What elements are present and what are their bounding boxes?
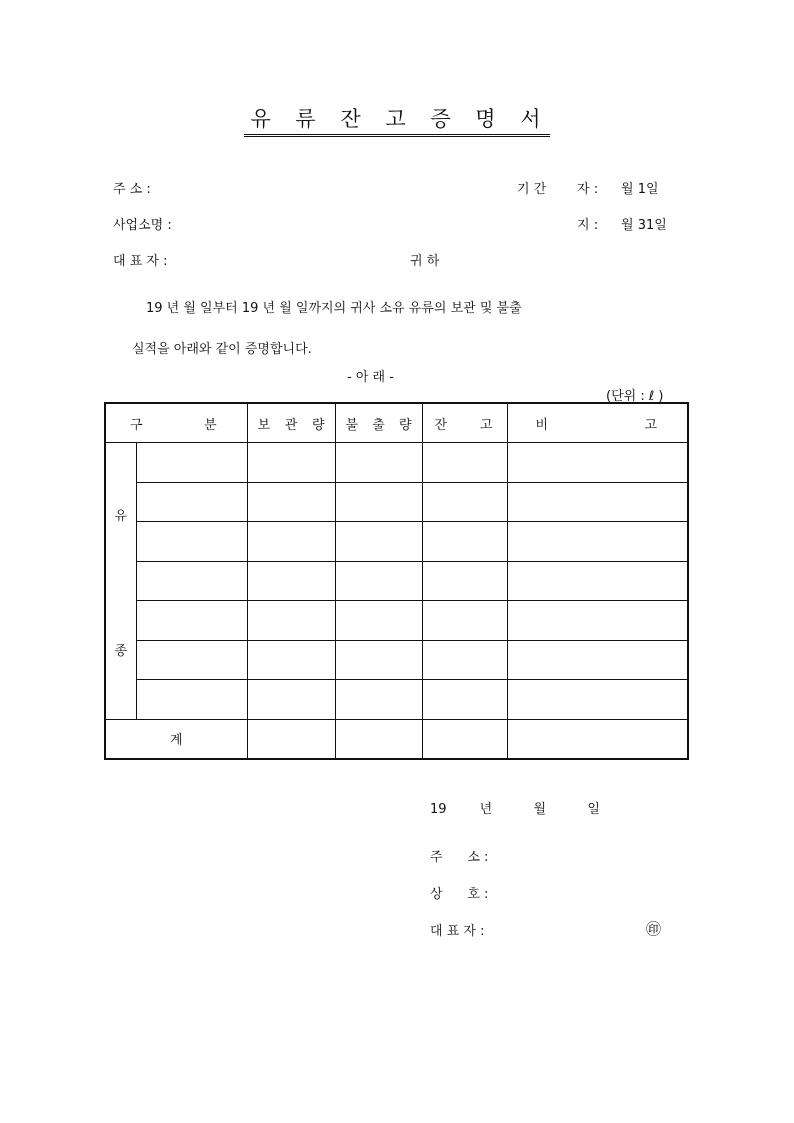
- honorific: 귀 하: [410, 254, 440, 269]
- total-label: 계: [105, 719, 247, 759]
- to-label: 지 :: [577, 218, 599, 233]
- representative-label: 대 표 자 :: [113, 254, 168, 269]
- footer-company-label: 상 호 :: [430, 887, 489, 902]
- table-row: [105, 680, 688, 719]
- header-storage: 보 관 량: [247, 403, 335, 443]
- header-remarks: 비 고: [507, 403, 688, 443]
- body-line-1: 19 년 월 일부터 19 년 월 일까지의 귀사 소유 유류의 보관 및 불출: [146, 301, 522, 316]
- side-label-bottom: 종: [114, 644, 128, 660]
- footer-representative-label: 대 표 자 :: [430, 924, 485, 939]
- oil-balance-table: [104, 402, 689, 760]
- to-value: 월 31일: [621, 218, 667, 233]
- business-name-label: 사업소명 :: [113, 218, 172, 233]
- header-release: 불 출 량: [335, 403, 422, 443]
- footer-address-label: 주 소 :: [430, 850, 489, 865]
- table-header-row: [105, 403, 688, 443]
- period-label: 기 간: [517, 182, 547, 197]
- footer-date: 19 년 월 일: [430, 802, 600, 817]
- total-row: [105, 719, 688, 759]
- body-line-2: 실적을 아래와 같이 증명합니다.: [132, 342, 312, 357]
- table-row: [105, 601, 688, 640]
- table-row: [105, 443, 688, 482]
- header-balance: 잔 고: [422, 403, 507, 443]
- table-row: [105, 482, 688, 521]
- seal-icon: ㊞: [646, 920, 662, 938]
- header-category: 구 분: [105, 403, 247, 443]
- table-row: [105, 561, 688, 600]
- from-value: 월 1일: [621, 182, 659, 197]
- unit-label: (단위 : ℓ ): [606, 389, 664, 404]
- document-title: 유 류 잔 고 증 명 서: [0, 103, 794, 133]
- table-row: [105, 522, 688, 561]
- address-label: 주 소 :: [113, 182, 151, 197]
- below-heading: - 아 래 -: [347, 370, 394, 385]
- from-label: 자 :: [577, 182, 599, 197]
- side-label-top: 유: [114, 509, 128, 525]
- table-row: [105, 640, 688, 679]
- oil-type-side-cell: [105, 443, 136, 719]
